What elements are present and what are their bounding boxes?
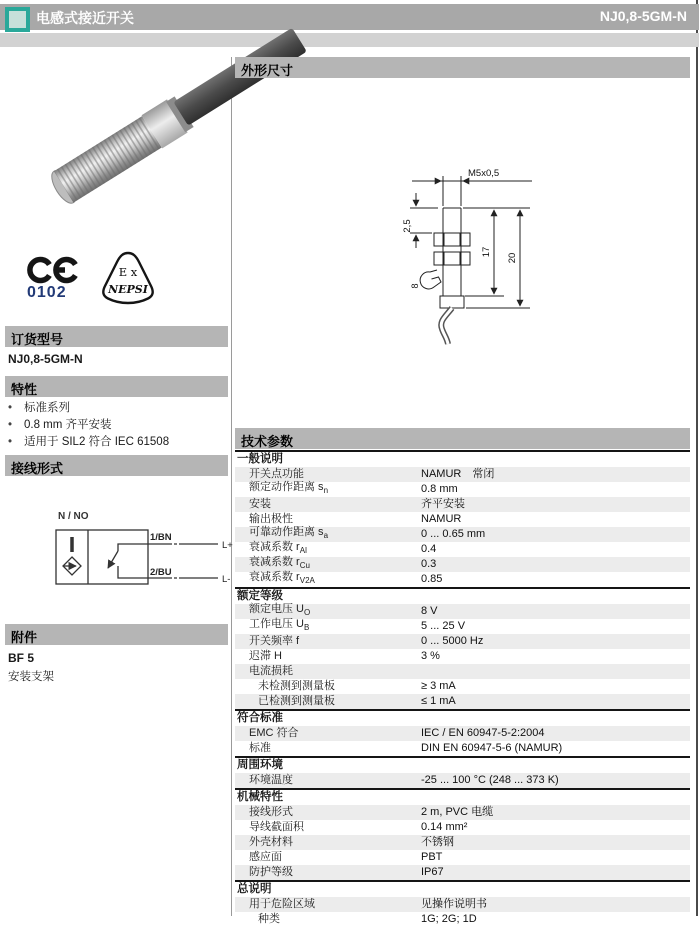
spec-label: 已检测到测量板 — [258, 695, 335, 707]
spec-row — [235, 865, 690, 880]
page-title: 电感式接近开关 — [36, 10, 134, 26]
spec-label: 种类 — [258, 913, 280, 925]
section-header-dimensions: 外形尺寸 — [235, 57, 690, 78]
column-divider — [231, 57, 232, 916]
section-header-features: 特性 — [5, 376, 228, 397]
section-header-tech: 技术参数 — [235, 428, 690, 449]
spec-row — [235, 726, 690, 741]
spec-row — [235, 835, 690, 850]
spec-value: NAMUR — [421, 513, 462, 525]
spec-row — [235, 820, 690, 835]
bullet-icon: • — [8, 402, 13, 414]
spec-label: 防护等级 — [249, 866, 293, 878]
spec-value: 0 ... 5000 Hz — [421, 635, 484, 647]
spec-group-header: 周围环境 — [235, 756, 690, 773]
header-substrip — [0, 33, 699, 47]
product-category-icon — [5, 7, 30, 32]
spec-value: 0 ... 0.65 mm — [421, 528, 486, 540]
spec-group-header: 一般说明 — [235, 450, 690, 467]
spec-value: IP67 — [421, 866, 444, 878]
feature-item — [8, 434, 226, 451]
bullet-icon: • — [8, 419, 13, 431]
spec-value: 见操作说明书 — [421, 898, 487, 910]
spec-group-header: 符合标准 — [235, 709, 690, 726]
spec-row — [235, 634, 690, 649]
spec-group-header: 额定等级 — [235, 587, 690, 604]
spec-label: 衰减系数 $r_{Cu}$ — [249, 556, 310, 571]
spec-value: 0.8 mm — [421, 483, 458, 495]
spec-label: 标准 — [249, 742, 271, 754]
spec-value: 不锈钢 — [421, 836, 454, 848]
spec-label: 可靠动作距离 $s_a$ — [249, 526, 329, 541]
spec-row — [235, 664, 690, 679]
spec-value: PBT — [421, 851, 443, 863]
spec-value: 0.4 — [421, 543, 437, 555]
spec-label: 额定电压 $U_O$ — [249, 603, 311, 618]
spec-value: 0.14 mm² — [421, 821, 468, 833]
spec-group-header: 机械特性 — [235, 788, 690, 805]
feature-item — [8, 400, 226, 417]
page-edge-line — [696, 0, 698, 916]
spec-value: 1G; 2G; 1D — [421, 913, 477, 925]
wiring-diagram — [48, 506, 238, 601]
feature-text: 标准系列 — [24, 402, 70, 414]
spec-label: 用于危险区域 — [249, 898, 315, 910]
spec-label: 环境温度 — [249, 774, 293, 786]
spec-row — [235, 912, 690, 927]
spec-label: 导线截面积 — [249, 821, 304, 833]
nepsi-name-label: NEPSI — [108, 283, 148, 296]
spec-row — [235, 679, 690, 694]
terminal-plus-label: L+ — [222, 540, 233, 551]
nepsi-ex-label: E x — [118, 265, 138, 279]
feature-text: 适用于 SIL2 符合 IEC 61508 — [24, 436, 170, 448]
section-header-connection: 接线形式 — [5, 455, 228, 476]
spec-value: DIN EN 60947-5-6 (NAMUR) — [421, 742, 563, 754]
spec-value: 0.3 — [421, 558, 437, 570]
spec-row — [235, 805, 690, 820]
spec-value: 3 % — [421, 650, 440, 662]
dim-17-label: 17 — [481, 246, 492, 258]
spec-row — [235, 482, 690, 497]
ce-mark-icon — [27, 256, 79, 284]
spec-row — [235, 619, 690, 634]
terminal-minus-label: L- — [222, 574, 231, 585]
spec-row — [235, 773, 690, 788]
spec-label: 电流损耗 — [249, 665, 293, 677]
wiring-mode-label: N / NO — [58, 511, 89, 522]
spec-value: NAMUR 常闭 — [421, 468, 495, 480]
spec-row — [235, 572, 690, 587]
spec-value: 0.85 — [421, 573, 443, 585]
product-photo — [20, 60, 220, 250]
feature-text: 0.8 mm 齐平安装 — [24, 419, 112, 431]
spec-value: ≥ 3 mA — [421, 680, 456, 692]
spec-group-header: 总说明 — [235, 880, 690, 897]
feature-item — [8, 417, 226, 434]
dim-wrench-label: 8 — [410, 283, 420, 289]
spec-row — [235, 694, 690, 709]
wire-top-label: 1/BN — [150, 532, 172, 543]
spec-label: 迟滞 H — [249, 650, 282, 662]
spec-label: 未检测到测量板 — [258, 680, 335, 692]
spec-label: 开关点功能 — [249, 468, 304, 480]
spec-row — [235, 897, 690, 912]
spec-value: -25 ... 100 °C (248 ... 373 K) — [421, 774, 559, 786]
spec-label: 工作电压 $U_B$ — [249, 618, 310, 633]
spec-row — [235, 741, 690, 756]
spec-value: 齐平安装 — [421, 498, 465, 510]
spec-label: 开关频率 f — [249, 635, 300, 647]
spec-row — [235, 649, 690, 664]
dim-thread-label: M5x0,5 — [468, 168, 500, 179]
nepsi-logo — [99, 250, 157, 306]
spec-label: 感应面 — [249, 851, 282, 863]
dim-offset-label: 2,5 — [402, 219, 413, 233]
spec-row — [235, 850, 690, 865]
spec-label: 衰减系数 $r_{V2A}$ — [249, 571, 315, 586]
spec-label: EMC 符合 — [249, 727, 299, 739]
spec-label: 接线形式 — [249, 806, 293, 818]
bullet-icon: • — [8, 436, 13, 448]
spec-label: 外壳材料 — [249, 836, 293, 848]
dimension-drawing — [372, 156, 582, 346]
spec-value: 2 m, PVC 电缆 — [421, 806, 494, 818]
section-header-order: 订货型号 — [5, 326, 228, 347]
spec-row — [235, 497, 690, 512]
accessory-model: BF 5 — [8, 651, 35, 665]
ce-number: 0102 — [27, 284, 67, 301]
accessory-description: 安装支架 — [8, 671, 54, 683]
wrench-icon — [420, 270, 441, 289]
spec-label: 衰减系数 $r_{Al}$ — [249, 541, 307, 556]
spec-value: IEC / EN 60947-5-2:2004 — [421, 727, 545, 739]
header-model-number: NJ0,8-5GM-N — [599, 8, 687, 24]
spec-label: 安装 — [249, 498, 271, 510]
spec-value: ≤ 1 mA — [421, 695, 456, 707]
spec-value: 8 V — [421, 605, 438, 617]
header-bar — [0, 4, 699, 30]
spec-label: 额定动作距离 $s_n$ — [249, 481, 329, 496]
order-model-number: NJ0,8-5GM-N — [8, 352, 83, 366]
tech-table — [235, 450, 690, 927]
section-header-accessories: 附件 — [5, 624, 228, 645]
features-list — [8, 400, 226, 451]
dim-20-label: 20 — [507, 252, 518, 264]
spec-value: 5 ... 25 V — [421, 620, 466, 632]
wire-bottom-label: 2/BU — [150, 567, 172, 578]
spec-label: 输出极性 — [249, 513, 293, 525]
